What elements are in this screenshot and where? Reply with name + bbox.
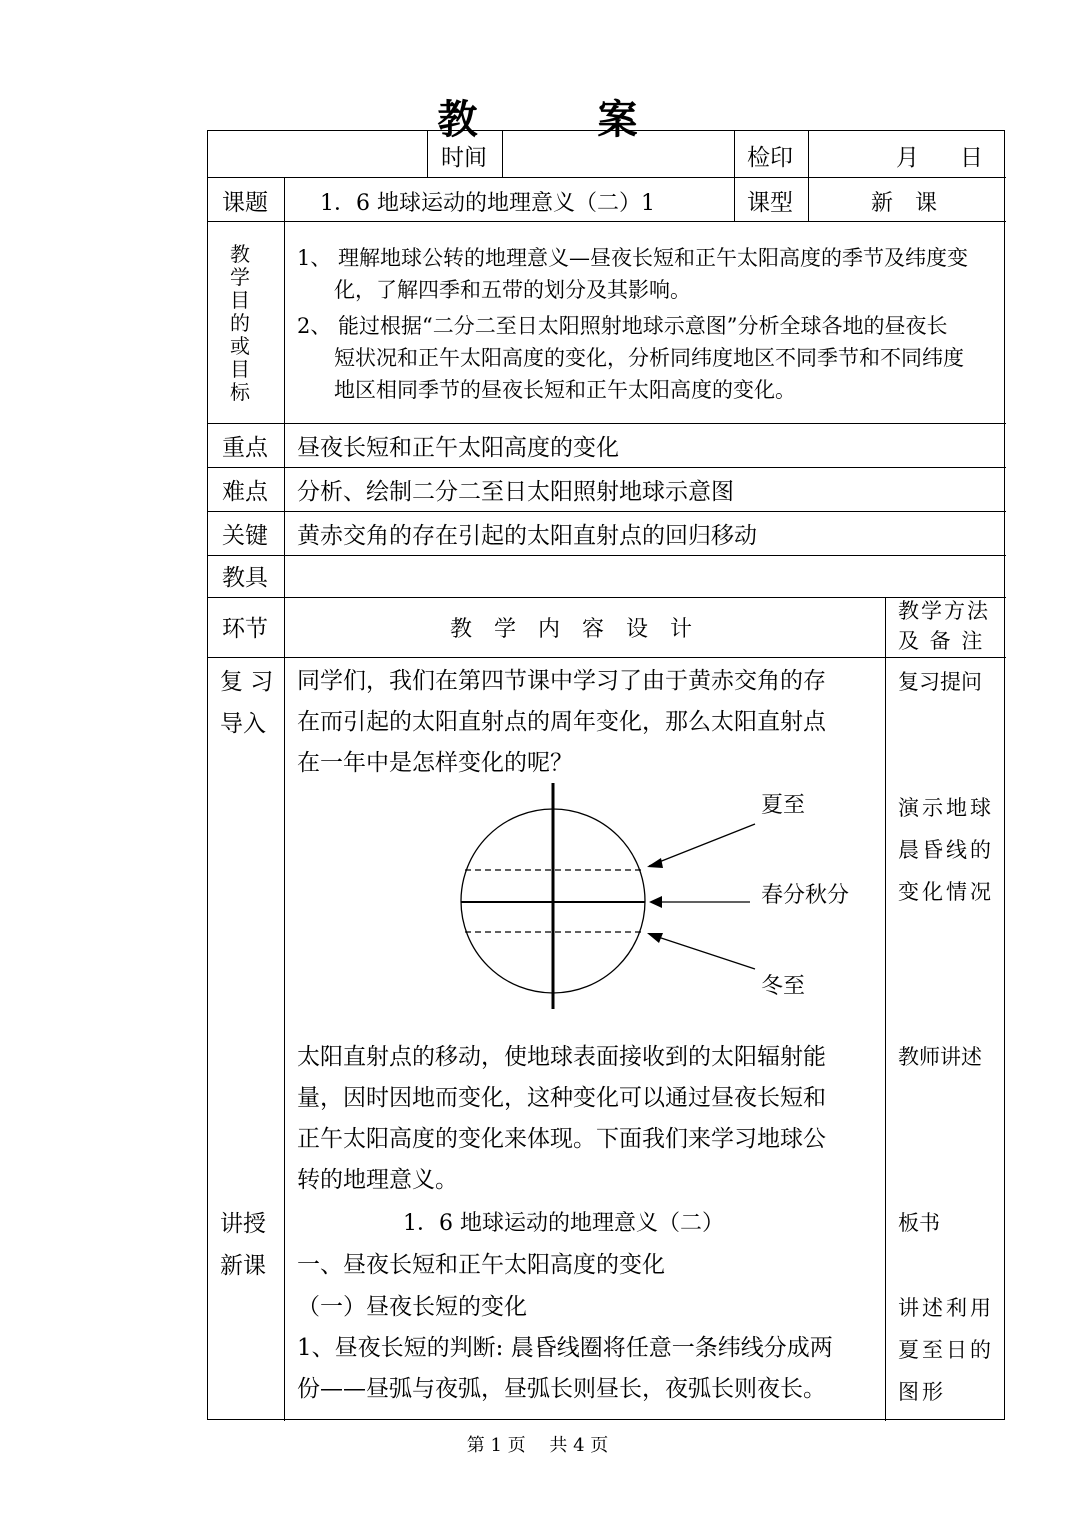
title-char-2: 案 [597, 97, 638, 143]
note-review: 复习提问 [898, 670, 982, 694]
note-explain-line: 夏至日的 [898, 1338, 994, 1362]
time-label: 时间 [441, 145, 487, 171]
heading-1: 一、昼夜长短和正午太阳高度的变化 [297, 1252, 665, 1278]
note-board: 板书 [898, 1211, 940, 1235]
stage-teach-line-1: 讲授 [220, 1211, 266, 1237]
explain-line: 量，因时因地而变化，这种变化可以通过昼夜长短和 [297, 1085, 826, 1111]
lesson-plan-table [207, 130, 1005, 1420]
key-point-value: 昼夜长短和正午太阳高度的变化 [297, 435, 619, 461]
stage-review-line-1: 复 习 [220, 669, 274, 695]
objective-2-line-3: 地区相同季节的昼夜长短和正午太阳高度的变化。 [334, 378, 796, 402]
objective-2-line-2: 短状况和正午太阳高度的变化，分析同纬度地区不同季节和不同纬度 [334, 346, 964, 370]
note-demo [898, 787, 994, 913]
winter-arrow [649, 934, 755, 969]
note-explain-line: 图形 [898, 1380, 946, 1404]
section-title: 1．6 地球运动的地理意义（二） [403, 1211, 724, 1236]
objective-2-line-1: 2、 能过根据“二分二至日太阳照射地球示意图”分析全球各地的昼夜长 [297, 314, 948, 338]
method-header-line-2: 及 备 注 [898, 629, 985, 653]
point-1-line: 份——昼弧与夜弧，昼弧长则昼长，夜弧长则夜长。 [297, 1376, 826, 1402]
lesson-type-value: 新 课 [871, 191, 938, 216]
equinox-arrowhead [649, 896, 662, 908]
note-demo-line: 演示地球 [898, 796, 994, 820]
key-point-label: 重点 [222, 435, 268, 461]
label-summer-solstice: 夏至 [761, 793, 806, 818]
summer-arrowhead [647, 858, 663, 868]
tools-label: 教具 [222, 565, 268, 591]
intro-line: 同学们，我们在第四节课中学习了由于黄赤交角的存 [297, 668, 826, 694]
topic-value: 1．6 地球运动的地理意义（二）1 [320, 191, 655, 216]
stamp-label: 检印 [747, 145, 793, 171]
point-1-line: 1、昼夜长短的判断: 晨昏线圈将任意一条纬线分成两 [297, 1335, 833, 1361]
difficulty-label: 难点 [222, 479, 268, 505]
label-equinox: 春分秋分 [761, 883, 850, 908]
design-header: 教 学 内 容 设 计 [450, 617, 693, 642]
page-footer: 第 1 页 共 4 页 [466, 1435, 609, 1456]
month-label: 月 [896, 145, 919, 171]
objective-1-line-1: 1、 理解地球公转的地理意义—昼夜长短和正午太阳高度的季节及纬度变 [297, 246, 969, 270]
heading-2: （一）昼夜长短的变化 [297, 1294, 527, 1320]
topic-label: 课题 [222, 190, 268, 216]
label-winter-solstice: 冬至 [761, 974, 806, 999]
objective-1-line-2: 化，了解四季和五带的划分及其影响。 [334, 278, 691, 302]
intro-line: 在而引起的太阳直射点的周年变化，那么太阳直射点 [297, 709, 826, 735]
summer-arrow [649, 824, 755, 866]
note-demo-line: 晨昏线的 [898, 838, 994, 862]
note-teacher: 教师讲述 [898, 1045, 982, 1069]
note-demo-line: 变化情况 [898, 880, 994, 904]
note-explain-line: 讲述利用 [898, 1296, 994, 1320]
explain-line: 正午太阳高度的变化来体现。下面我们来学习地球公 [297, 1126, 826, 1152]
stage-header: 环节 [222, 616, 268, 642]
day-label: 日 [960, 145, 983, 171]
intro-line: 在一年中是怎样变化的呢？ [297, 750, 573, 776]
title-char-1: 教 [437, 97, 478, 143]
key-value: 黄赤交角的存在引起的太阳直射点的回归移动 [297, 523, 757, 549]
winter-arrowhead [647, 933, 663, 943]
stage-teach-line-2: 新课 [220, 1253, 266, 1279]
objectives-label: 教学目的或目标 [230, 242, 250, 404]
lesson-type-label: 课型 [747, 190, 793, 216]
explain-line: 转的地理意义。 [297, 1167, 458, 1193]
explain-line: 太阳直射点的移动，使地球表面接收到的太阳辐射能 [297, 1044, 826, 1070]
method-header-line-1: 教学方法 [898, 599, 990, 623]
key-label: 关键 [222, 523, 268, 549]
point-1-paragraph [297, 1328, 882, 1410]
difficulty-value: 分析、绘制二分二至日太阳照射地球示意图 [297, 479, 734, 505]
explain-paragraph [297, 1037, 882, 1201]
stage-review-line-2: 导入 [220, 711, 266, 737]
note-explain [898, 1287, 994, 1413]
